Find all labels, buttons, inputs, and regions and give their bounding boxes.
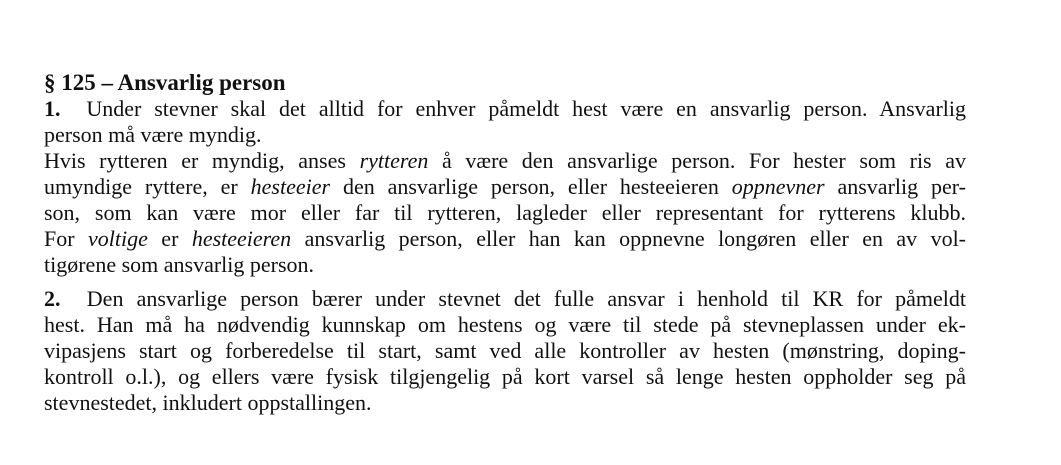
p1-line-4: umyndige ryttere, er hesteeier den ansvarlige person, eller hesteeieren oppnevner ansvarlig per- — [44, 174, 966, 199]
p2-number: 2. — [44, 286, 61, 311]
p1-line-5: son, som kan være mor eller far til rytteren, lagleder eller representant for rytterens klubb. — [44, 200, 966, 225]
p2-line-5: stevnestedet, inkludert oppstallingen. — [44, 390, 372, 415]
paragraph-2 — [44, 286, 966, 416]
p2-line-2: hest. Han må ha nødvendig kunnskap om hestens og være til stede på stevneplassen under ek- — [44, 312, 966, 337]
p1-line-1: 1. Under stevner skal det alltid for enhver påmeldt hest være en ansvarlig person. Ansvarlig — [44, 96, 966, 121]
document-body — [44, 70, 966, 416]
p2-line-4: kontroll o.l.), og ellers være fysisk tilgjengelig på kort varsel så lenge hesten oppholder seg på — [44, 364, 966, 389]
section-title: § 125 – Ansvarlig person — [44, 70, 286, 95]
p2-line-3: vipasjens start og forberedelse til start, samt ved alle kontroller av hesten (mønstring, doping- — [44, 338, 966, 363]
p1-number: 1. — [44, 96, 61, 121]
p1-line-2: person må være myndig. — [44, 122, 262, 147]
p1-line-3: Hvis rytteren er myndig, anses rytteren å være den ansvarlige person. For hester som ris av — [44, 148, 967, 173]
p2-line-1: 2. Den ansvarlige person bærer under stevnet det fulle ansvar i henhold til KR for påmeldt — [44, 286, 967, 311]
p1-line-6: For voltige er hesteeieren ansvarlig person, eller han kan oppnevne longøren eller en av vol- — [44, 226, 967, 251]
paragraph-1 — [44, 96, 966, 278]
p1-line-7: tigørene som ansvarlig person. — [44, 252, 315, 277]
